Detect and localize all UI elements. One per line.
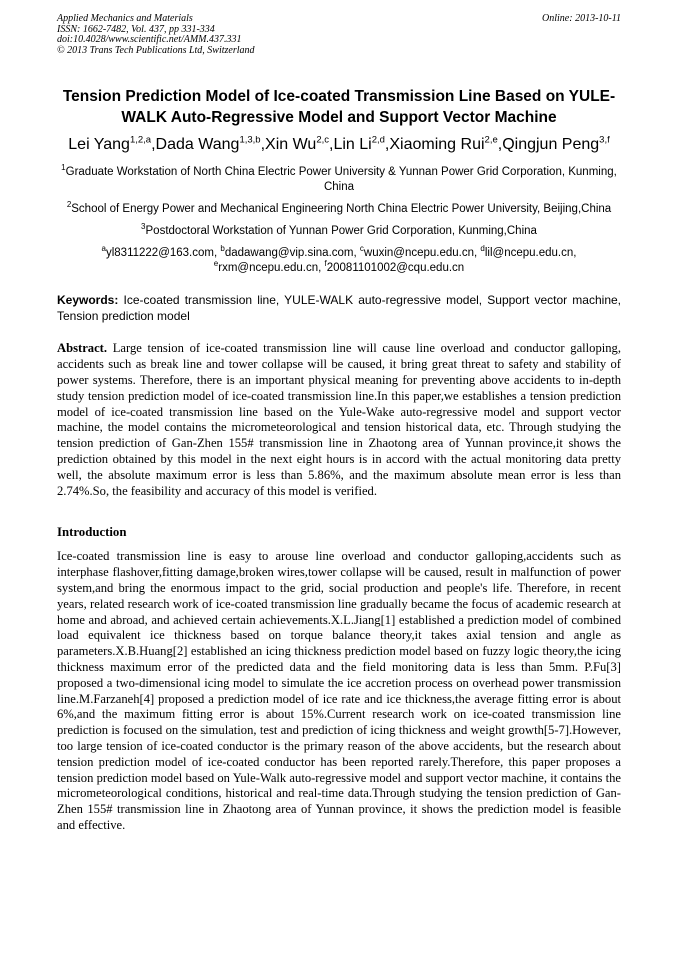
affiliation-text: School of Energy Power and Mechanical Engineering North China Electric Power University, Beijing,China — [71, 203, 612, 216]
author-affiliation-marks: 2,c — [316, 135, 329, 147]
email-mark: f — [324, 259, 327, 269]
affiliation-text: Graduate Workstation of North China Electric Power University & Yunnan Power Grid Corporation, Kunming, China — [65, 166, 617, 194]
email-mark: a — [101, 244, 106, 254]
author-emails — [57, 246, 621, 276]
author-name: ,Qingjun Peng — [497, 136, 600, 154]
journal-header-left — [57, 14, 255, 56]
affiliation-mark: 1 — [61, 163, 66, 173]
keywords-label: Keywords: — [57, 293, 119, 308]
author-name: Lei Yang — [68, 136, 130, 154]
email-address: lil@ncepu.edu.cn, — [484, 247, 577, 260]
introduction-heading: Introduction — [57, 525, 127, 540]
abstract-block — [57, 341, 621, 499]
paper-title: Tension Prediction Model of Ice-coated Transmission Line Based on YULE-WALK Auto-Regressive Model and Support Vector Machine — [62, 88, 616, 127]
email-mark: d — [480, 244, 485, 254]
author-name: ,Lin Li — [329, 136, 372, 154]
journal-issn-volume: ISSN: 1662-7482, Vol. 437, pp 331-334 — [57, 23, 215, 35]
author-affiliation-marks: 2,e — [484, 135, 498, 147]
keywords-block — [57, 293, 621, 324]
email-address: dadawang@vip.sina.com, — [224, 247, 360, 260]
journal-header — [57, 14, 621, 56]
affiliation-1 — [57, 165, 621, 195]
author-affiliation-marks: 3,f — [599, 135, 610, 147]
affiliation-mark: 3 — [141, 222, 146, 232]
affiliation-mark: 2 — [66, 200, 72, 210]
email-address: rxm@ncepu.edu.cn, — [218, 262, 325, 275]
online-date: Online: 2013-10-11 — [542, 13, 621, 24]
email-mark: b — [220, 244, 225, 254]
email-mark: e — [213, 259, 219, 269]
affiliation-3 — [57, 224, 621, 239]
email-address: 20081101002@cqu.edu.cn — [326, 262, 465, 275]
author-name: ,Xiaoming Rui — [384, 136, 485, 154]
abstract-label: Abstract. — [57, 341, 108, 356]
introduction-paragraph: Ice-coated transmission line is easy to arouse line overload and conductor galloping,accidents such as interphase flashover,fitting damage,broken wires,tower collapse will be caused, result in malfunction of power system,and bring the enormous impact to the grid, social production and people's life. Therefore, in recent years, related research work of ice-coated transmission line gradually became the focus of academic research at home and abroad, and achieved certain achievements.X.L.Jiang[1] established a prediction model of combined load equivalent ice thickness based on torque balance theory,it takes axial tension and angle as parameters.X.B.Huang[2] established an icing thickness prediction model based on fuzzy logic theory,the icing thickness maximum error of the predicted data and the field monitoring data is less than 5mm. P.Fu[3] proposed a two-dimensional icing model to simulate the ice accretion process on overhead power transmission line.M.Farzaneh[4] proposed a prediction model of ice rate and ice thickness,the average fitting error is about 6%,and the maximum fitting error is about 15%.Current research work on ice-coated transmission line prediction is focused on the simulation, test and prediction of icing thickness and weight growth[5-7].However, too large tension of ice-coated conductor is the primary reason of the above accidents, but the research about tension prediction model of ice-coated conductor has been reported rarely.Therefore, this paper proposes a tension prediction model based on Yule-Walk auto-regressive model and support vector machine, it contains the micrometeorological conditions, historical and real-time data.Through studying the tension prediction of Gan-Zhen 155# transmission line in Zhaotong area of Yunnan province, it shows the prediction model is feasible and effective. — [57, 549, 621, 832]
author-affiliation-marks: 2,d — [371, 135, 385, 147]
email-address: wuxin@ncepu.edu.cn, — [363, 247, 481, 260]
journal-copyright: © 2013 Trans Tech Publications Ltd, Switzerland — [57, 44, 255, 56]
affiliation-2 — [57, 202, 621, 217]
journal-name: Applied Mechanics and Materials — [57, 13, 193, 24]
author-name: ,Xin Wu — [260, 136, 317, 154]
email-mark: c — [359, 244, 364, 254]
abstract-text: Large tension of ice-coated transmission line will cause line overload and conductor galloping, accidents such as break line and tower collapse will be caused, it bring great threat to safety and stability of power systems. Therefore, there is an important physical meaning for preventing above accidents to in-depth study tension prediction model of ice-coated transmission line.In this paper,we establishes a tension prediction model of ice-coated transmission line based on the Yule-Wake auto-regressive model and support vector machine, the model contains the micrometeorological and tension historical data, etc. Through studying the tension prediction of Gan-Zhen 155# transmission line in Zhaotong area of Yunnan province,it shows the prediction obtained by this model in the next eight hours is in accord with the actual monitoring data pretty well, the absolute maximum error is less than 5.86%, and the maximum absolute mean error is less than 2.74%.So, the feasibility and accuracy of this model is verified. — [57, 341, 621, 498]
email-address: yl8311222@163.com, — [105, 247, 221, 260]
journal-doi: doi:10.4028/www.scientific.net/AMM.437.331 — [57, 34, 242, 46]
affiliation-text: Postdoctoral Workstation of Yunnan Power Grid Corporation, Kunming,China — [145, 225, 537, 238]
author-line — [57, 134, 621, 156]
keywords-text: Ice-coated transmission line, YULE-WALK auto-regressive model, Support vector machine, Tension prediction model — [57, 293, 621, 323]
author-affiliation-marks: 1,3,b — [239, 135, 261, 147]
author-affiliation-marks: 1,2,a — [129, 135, 152, 147]
author-name: ,Dada Wang — [151, 136, 240, 154]
